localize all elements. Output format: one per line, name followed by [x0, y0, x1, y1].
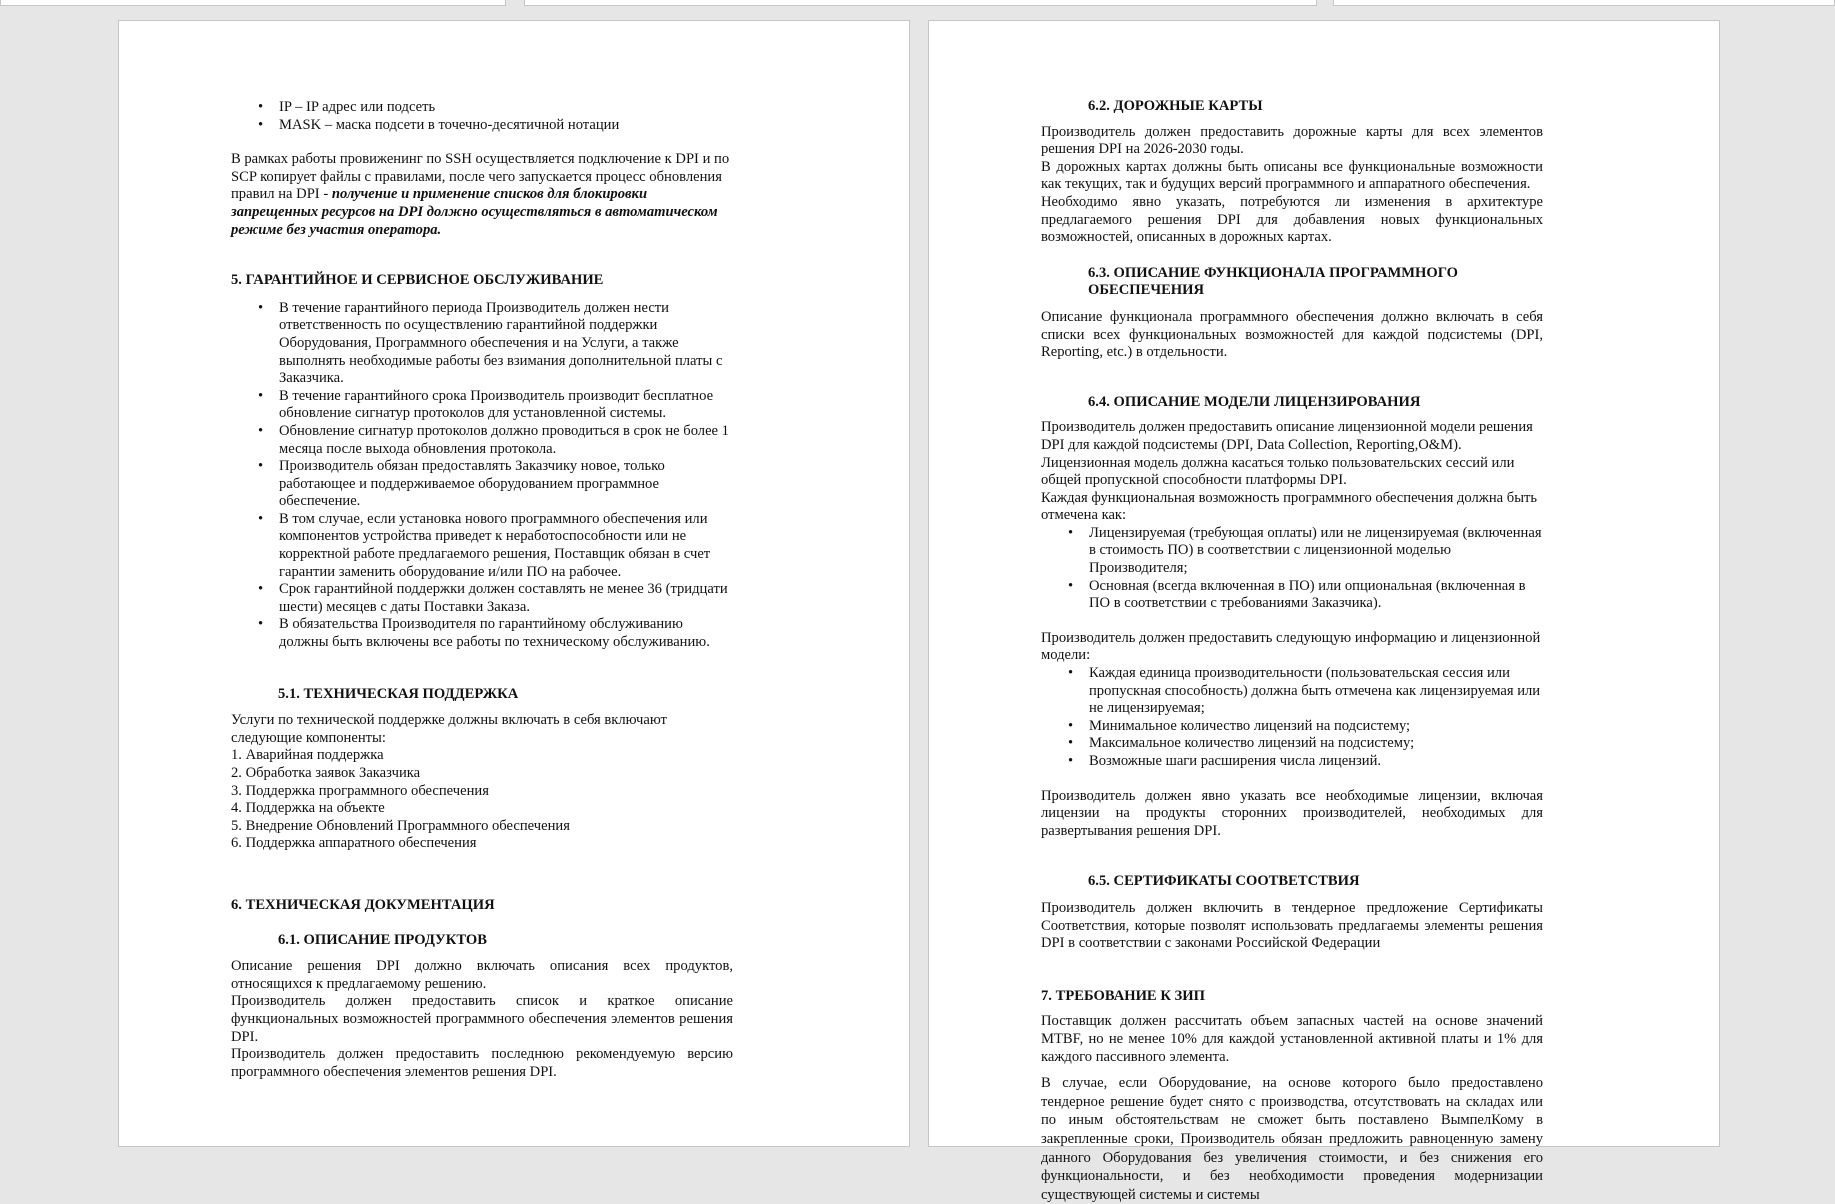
list-item: • Максимальное количество лицензий на подсистему; — [1068, 735, 1415, 752]
paragraph: В случае, если Оборудование, на основе которого было предоставлено тендерное решение будет снято с производства, отсутствовать на складах или по иным обстоятельствам не сможет быть поставлено ВымпелКому в закрепленные сроки, Производитель обязан предложить равноценную замену данного Оборудования без увеличения стоимости, и без снижения его функциональности, и без необходимости проведения модернизации существующей системы и системы — [1041, 1075, 1543, 1203]
paragraph: Необходимо явно указать, потребуются ли изменения в архитектуре предлагаемого решения DPI для добавления новых функциональных возможностей, описанных в дорожных картах. — [1041, 193, 1543, 246]
bullet-icon: • — [258, 387, 264, 404]
bullet-icon: • — [1068, 665, 1074, 682]
previous-page-strip-right — [1333, 0, 1835, 6]
subsection-heading: 6.1. ОПИСАНИЕ ПРОДУКТОВ — [278, 931, 487, 948]
support-components-list — [231, 747, 733, 853]
bullet-icon: • — [258, 510, 264, 527]
paragraph: Лицензионная модель должна касаться только пользовательских сессий или общей пропускной способности платформы DPI. — [1041, 454, 1515, 489]
bullet-icon: • — [258, 422, 264, 439]
list-item: • В том случае, если установка нового программного обеспечения или компонентов устройства приведет к неработоспособности или не корректной работе предлагаемого решения, Поставщик обязан в счет гарантии заменить оборудование и/или ПО на рабочее. — [258, 510, 711, 580]
provisioning-paragraph: В рамках работы провиженинг по SSH осуществляется подключение к DPI и по SCP копирует файлы с правилами, после чего запускается процесс обновления правил на DPI - получение и применение списков для блокировки запрещенных ресурсов на DPI должно осуществляться в автоматическом режиме без участия оператора. — [231, 151, 730, 238]
list-item: • Возможные шаги расширения числа лицензий. — [1068, 753, 1382, 769]
list-item: • Обновление сигнатур протоколов должно проводиться в срок не более 1 месяца после выхода обновления протокола. — [258, 422, 729, 457]
list-item: • MASK – маска подсети в точечно-десятичной нотации — [258, 116, 620, 133]
list-item: • Каждая единица производительности (пользовательская сессия или пропускная способность) должна быть отмечена как лицензируемая или не лицензируемая; — [1068, 665, 1541, 717]
list-item: • Лицензируемая (требующая оплаты) или не лицензируемая (включенная в стоимость ПО) в соответствии с лицензионной моделью Производителя; — [1068, 524, 1542, 577]
list-item: • В обязательства Производителя по гарантийному обслуживанию должны быть включены все работы по техническому обслуживанию. — [258, 616, 710, 651]
page-content-left — [231, 21, 733, 1081]
list-item: 3. Поддержка программного обеспечения — [231, 782, 489, 799]
document-page-right — [928, 20, 1720, 1203]
list-item: • Основная (всегда включенная в ПО) или опциональная (включенная в ПО в соответствии с требованиями Заказчика). — [1068, 577, 1526, 612]
bullet-icon: • — [1068, 577, 1074, 594]
products-description — [231, 958, 733, 1081]
list-item: • В течение гарантийного срока Производитель производит бесплатное обновление сигнатур протоколов для установленной системы. — [258, 387, 714, 422]
paragraph: Производитель должен включить в тендерное предложение Сертификаты Соответствия, которые позволят использовать предлагаемы элементы решения DPI в соответствии с законами Российской Федерации — [1041, 899, 1543, 952]
bullet-icon: • — [1068, 524, 1074, 541]
paragraph: Описание решения DPI должно включать описания всех продуктов, относящихся к предлагаемому решению. — [231, 958, 733, 992]
feature-marking-list — [1041, 525, 1543, 613]
section-heading: 6. ТЕХНИЧЕСКАЯ ДОКУМЕНТАЦИЯ — [231, 896, 495, 913]
subsection-heading: 6.5. СЕРТИФИКАТЫ СООТВЕТСТВИЯ — [1088, 873, 1360, 890]
list-item: • Срок гарантийной поддержки должен составлять не менее 36 (тридцати шести) месяцев с даты Поставки Заказа. — [258, 581, 728, 615]
top-bullet-list — [231, 99, 733, 134]
spare-parts-text — [1041, 1013, 1543, 1204]
paragraph: В дорожных картах должны быть описаны все функциональные возможности как текущих, так и будущих версий программного и аппаратного обеспечения. — [1041, 158, 1543, 193]
list-item: • Минимальное количество лицензий на подсистему; — [1068, 717, 1411, 734]
bullet-icon: • — [258, 458, 264, 475]
emphasis-text: получение и применение списков для блокировки запрещенных ресурсов на DPI должно осуществляться в автоматическом режиме без участия оператора. — [231, 186, 718, 238]
bullet-icon: • — [258, 616, 264, 633]
paragraph: Производитель должен предоставить последнюю рекомендуемую версию программного обеспечения элементов решения DPI. — [231, 1046, 733, 1080]
previous-page-strip-middle — [524, 0, 1317, 6]
previous-page-strip-left — [0, 0, 506, 6]
bullet-icon: • — [258, 299, 264, 316]
document-page-left — [118, 20, 910, 1147]
paragraph: Каждая функциональная возможность программного обеспечения должна быть отмечена как: — [1041, 489, 1538, 524]
list-item: • В течение гарантийного периода Производитель должен нести ответственность по осуществлению гарантийной поддержки Оборудования, Программного обеспечения и на Услуги, а также выполнять необходимые работы без взимания дополнительной платы с Заказчика. — [258, 299, 723, 387]
bullet-icon: • — [1068, 735, 1074, 752]
paragraph: Производитель должен предоставить описание лицензионной модели решения DPI для каждой подсистемы (DPI, Data Collection, Reporting,O&M). — [1041, 419, 1533, 453]
warranty-bullet-list — [231, 300, 733, 652]
page-content-right — [1041, 21, 1543, 1204]
paragraph: Производитель должен явно указать все необходимые лицензии, включая лицензии на продукты сторонних производителей, необходимых для развертывания решения DPI. — [1041, 787, 1543, 839]
paragraph: Поставщик должен рассчитать объем запасных частей на основе значений MTBF, но не менее 10% для каждой установленной активной платы и 1% для каждого пассивного элемента. — [1041, 1013, 1543, 1065]
list-item: 5. Внедрение Обновлений Программного обеспечения — [231, 817, 570, 834]
paragraph: Производитель должен предоставить список и краткое описание функциональных возможностей программного обеспечения элементов решения DPI. — [231, 993, 733, 1045]
roadmaps-text — [1041, 124, 1543, 247]
list-item: 4. Поддержка на объекте — [231, 800, 385, 817]
list-item: 1. Аварийная поддержка — [231, 747, 384, 764]
list-item: • Производитель обязан предоставлять Заказчику новое, только работающее и поддерживаемое оборудованием программное обеспечение. — [258, 458, 665, 510]
list-item: 2. Обработка заявок Заказчика — [231, 765, 421, 781]
bullet-icon: • — [1068, 717, 1074, 734]
subsection-heading: 6.4. ОПИСАНИЕ МОДЕЛИ ЛИЦЕНЗИРОВАНИЯ — [1088, 393, 1421, 410]
bullet-icon: • — [258, 99, 264, 115]
list-item: 6. Поддержка аппаратного обеспечения — [231, 835, 477, 852]
license-info-list — [1041, 665, 1543, 771]
subsection-heading: 6.3. ОПИСАНИЕ ФУНКЦИОНАЛА ПРОГРАММНОГО ОБЕСПЕЧЕНИЯ — [1088, 264, 1459, 299]
subsection-heading: 6.2. ДОРОЖНЫЕ КАРТЫ — [1088, 98, 1263, 114]
section-heading: 5. ГАРАНТИЙНОЕ И СЕРВИСНОЕ ОБСЛУЖИВАНИЕ — [231, 272, 604, 289]
bullet-icon: • — [258, 116, 264, 133]
licensing-text — [1041, 419, 1543, 840]
section-heading: 7. ТРЕБОВАНИЕ К ЗИП — [1041, 987, 1205, 1004]
paragraph: Описание функционала программного обеспечения должно включать в себя списки всех функциональных возможностей для каждой подсистемы (DPI, Reporting, etc.) в отдельности. — [1041, 308, 1543, 361]
paragraph: Производитель должен предоставить дорожные карты для всех элементов решения DPI на 2026-2030 годы. — [1041, 123, 1543, 158]
paragraph: Производитель должен предоставить следующую информацию и лицензионной модели: — [1041, 629, 1541, 664]
support-intro: Услуги по технической поддержке должны включать в себя включают следующие компоненты: — [231, 712, 667, 746]
bullet-icon: • — [258, 581, 264, 598]
list-item: • IP – IP адрес или подсеть — [258, 99, 436, 115]
bullet-icon: • — [1068, 753, 1074, 769]
subsection-heading: 5.1. ТЕХНИЧЕСКАЯ ПОДДЕРЖКА — [278, 685, 519, 702]
